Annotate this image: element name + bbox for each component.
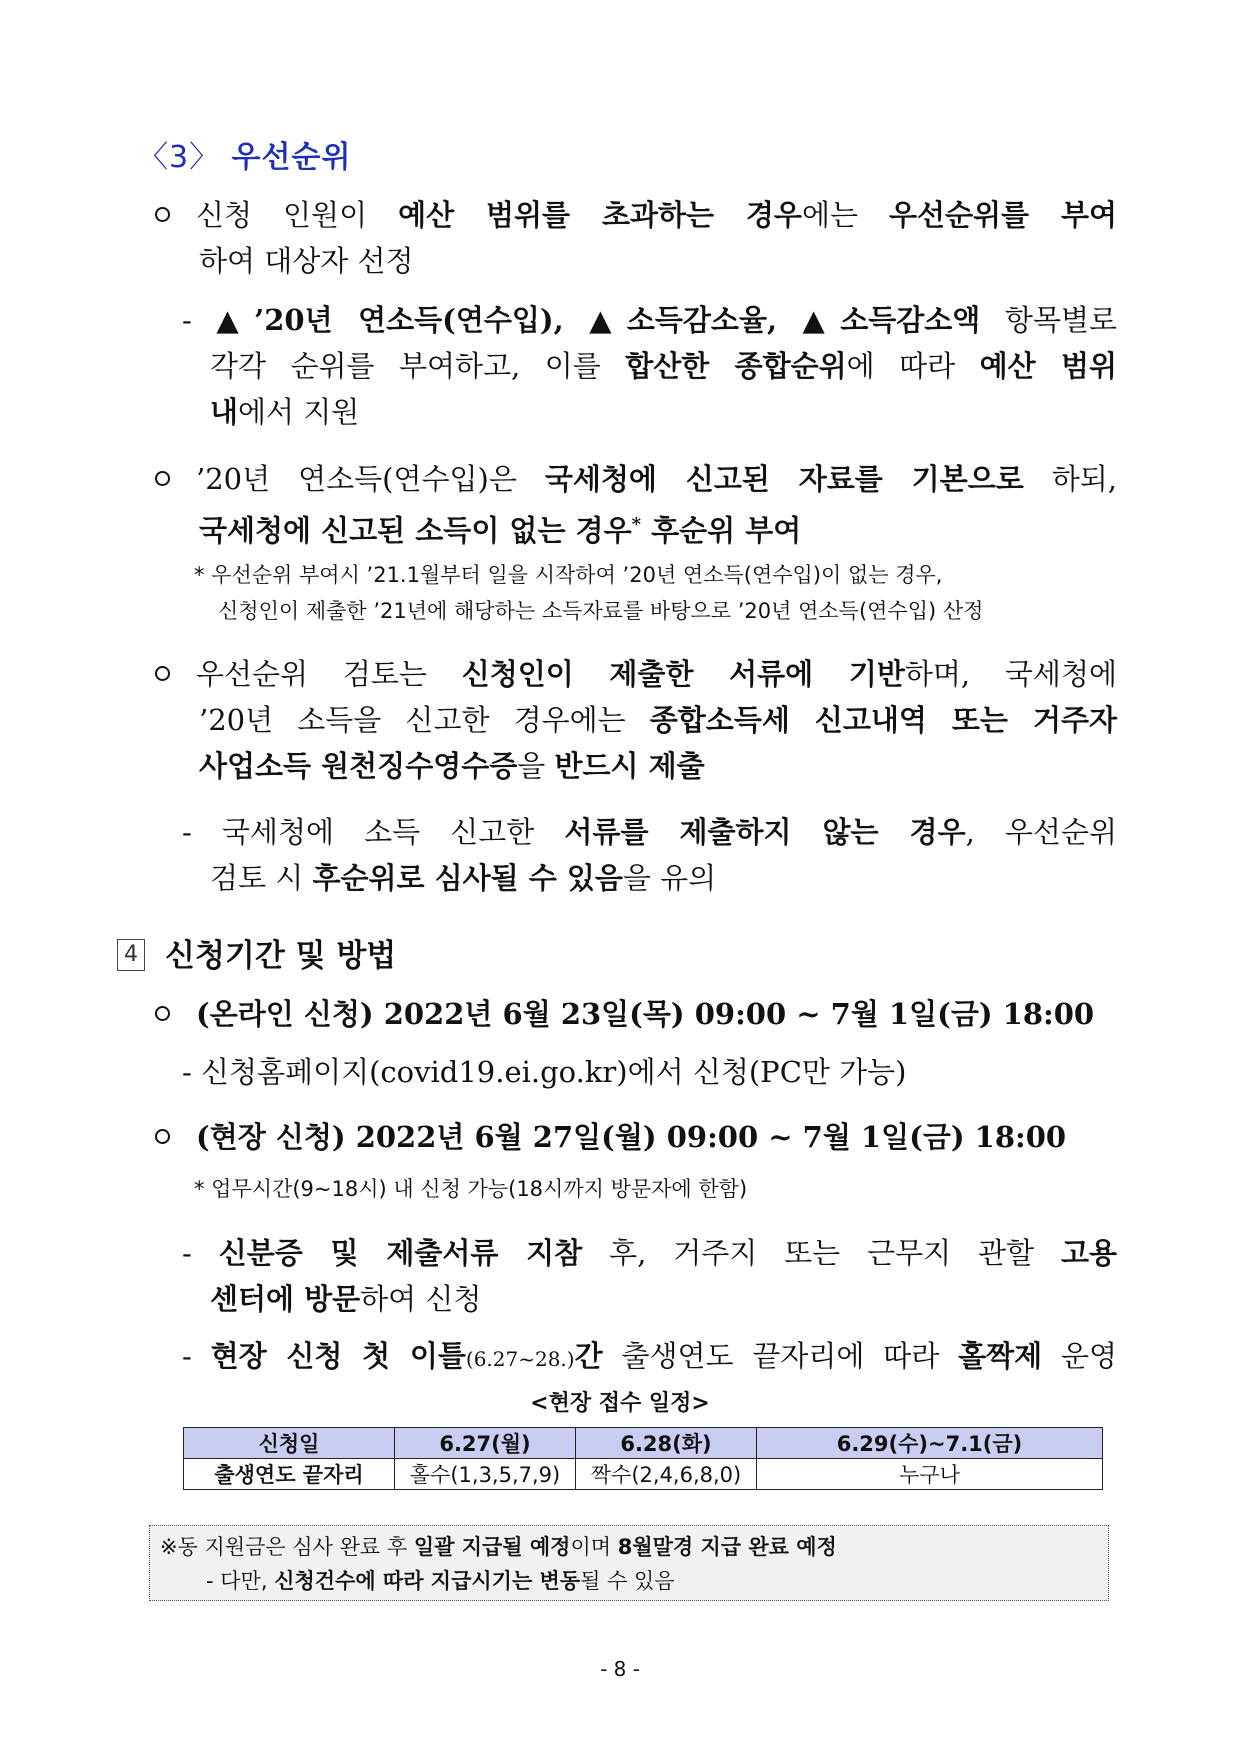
header-cell-629-71: 6.29(수)~7.1(금) — [757, 1428, 1103, 1459]
header-cell-date: 신청일 — [184, 1428, 395, 1459]
header-cell-627: 6.27(월) — [395, 1428, 576, 1459]
circle-bullet-icon — [155, 666, 170, 681]
cell-even: 짝수(2,4,6,8,0) — [576, 1459, 757, 1490]
row-label-birth-year: 출생연도 끝자리 — [184, 1459, 395, 1490]
header-cell-628: 6.28(화) — [576, 1428, 757, 1459]
paragraph-3-line-3: 사업소득 원천징수영수증을 반드시 제출 — [199, 749, 705, 783]
paragraph-2-note-line-1: * 우선순위 부여시 ’21.1월부터 일을 시작하여 ’20년 연소득(연수입)이 없는 경우, — [194, 563, 943, 587]
paragraph-3-line-2: ’20년 소득을 신고한 경우에는 종합소득세 신고내역 또는 거주자 — [199, 703, 1117, 737]
section-4-title: 신청기간 및 방법 — [165, 938, 397, 974]
paragraph-1a-line-3: 내에서 지원 — [210, 395, 360, 429]
section-4-number: 4 — [117, 939, 145, 971]
notice-line-1: ※동 지원금은 심사 완료 후 일괄 지급될 예정이며 8월말경 지급 완료 예정 — [160, 1535, 837, 1559]
circle-bullet-icon — [155, 1129, 170, 1144]
page-number: - 8 - — [600, 1657, 640, 1681]
section-3-title: 우선순위 — [231, 140, 352, 175]
online-application-line: (온라인 신청) 2022년 6월 23일(목) 09:00 ~ 7월 1일(금) 18:00 — [155, 992, 1094, 1036]
onsite-hours-note: * 업무시간(9~18시) 내 신청 가능(18시까지 방문자에 한함) — [194, 1177, 748, 1201]
paragraph-3a-line-2: 검토 시 후순위로 심사될 수 있음을 유의 — [210, 861, 717, 895]
section-3-number: 〈3〉 — [138, 140, 221, 175]
online-application-homepage: - 신청홈페이지(covid19.ei.go.kr)에서 신청(PC만 가능) — [182, 1055, 907, 1089]
onsite-sub-1-line-1: - 신분증 및 제출서류 지참 후, 거주지 또는 근무지 관할 고용 — [182, 1236, 1117, 1270]
paragraph-2-note-line-2: 신청인이 제출한 ’21년에 해당하는 소득자료를 바탕으로 ’20년 연소득(연수입) 산정 — [218, 599, 984, 623]
paragraph-2-line-1: ’20년 연소득(연수입)은 국세청에 신고된 자료를 기본으로 하되, — [155, 457, 1117, 501]
onsite-sub-2-line: - 현장 신청 첫 이틀(6.27~28.)간 출생연도 끝자리에 따라 홀짝제 운영 — [182, 1339, 1118, 1373]
onsite-application-line: (현장 신청) 2022년 6월 27일(월) 09:00 ~ 7월 1일(금) 18:00 — [155, 1115, 1066, 1159]
schedule-table — [183, 1427, 1103, 1490]
section-4-heading — [117, 930, 396, 975]
circle-bullet-icon — [155, 207, 170, 222]
cell-odd: 홀수(1,3,5,7,9) — [395, 1459, 576, 1490]
paragraph-3-line-1: 우선순위 검토는 신청인이 제출한 서류에 기반하며, 국세청에 — [155, 652, 1117, 696]
cell-anyone: 누구나 — [757, 1459, 1103, 1490]
paragraph-2-line-2: 국세청에 신고된 소득이 없는 경우* 후순위 부여 — [199, 513, 802, 548]
section-3-heading — [138, 132, 351, 176]
paragraph-1-line-2: 하여 대상자 선정 — [199, 244, 414, 278]
schedule-table-header-row — [184, 1428, 1103, 1459]
schedule-table-row — [184, 1459, 1103, 1490]
payment-notice-box — [149, 1525, 1109, 1601]
circle-bullet-icon — [155, 471, 170, 486]
paragraph-3a-line-1: - 국세청에 소득 신고한 서류를 제출하지 않는 경우, 우선순위 — [182, 815, 1117, 849]
notice-line-2: - 다만, 신청건수에 따라 지급시기는 변동될 수 있음 — [206, 1569, 675, 1593]
paragraph-1a-line-1: - ▲’20년 연소득(연수입), ▲소득감소율, ▲소득감소액 항목별로 — [182, 303, 1117, 337]
circle-bullet-icon — [155, 1006, 170, 1021]
paragraph-1a-line-2: 각각 순위를 부여하고, 이를 합산한 종합순위에 따라 예산 범위 — [210, 349, 1117, 383]
onsite-sub-1-line-2: 센터에 방문하여 신청 — [210, 1282, 482, 1316]
paragraph-1-line-1: 신청 인원이 예산 범위를 초과하는 경우에는 우선순위를 부여 — [155, 193, 1117, 237]
schedule-table-title: <현장 접수 일정> — [530, 1391, 710, 1416]
